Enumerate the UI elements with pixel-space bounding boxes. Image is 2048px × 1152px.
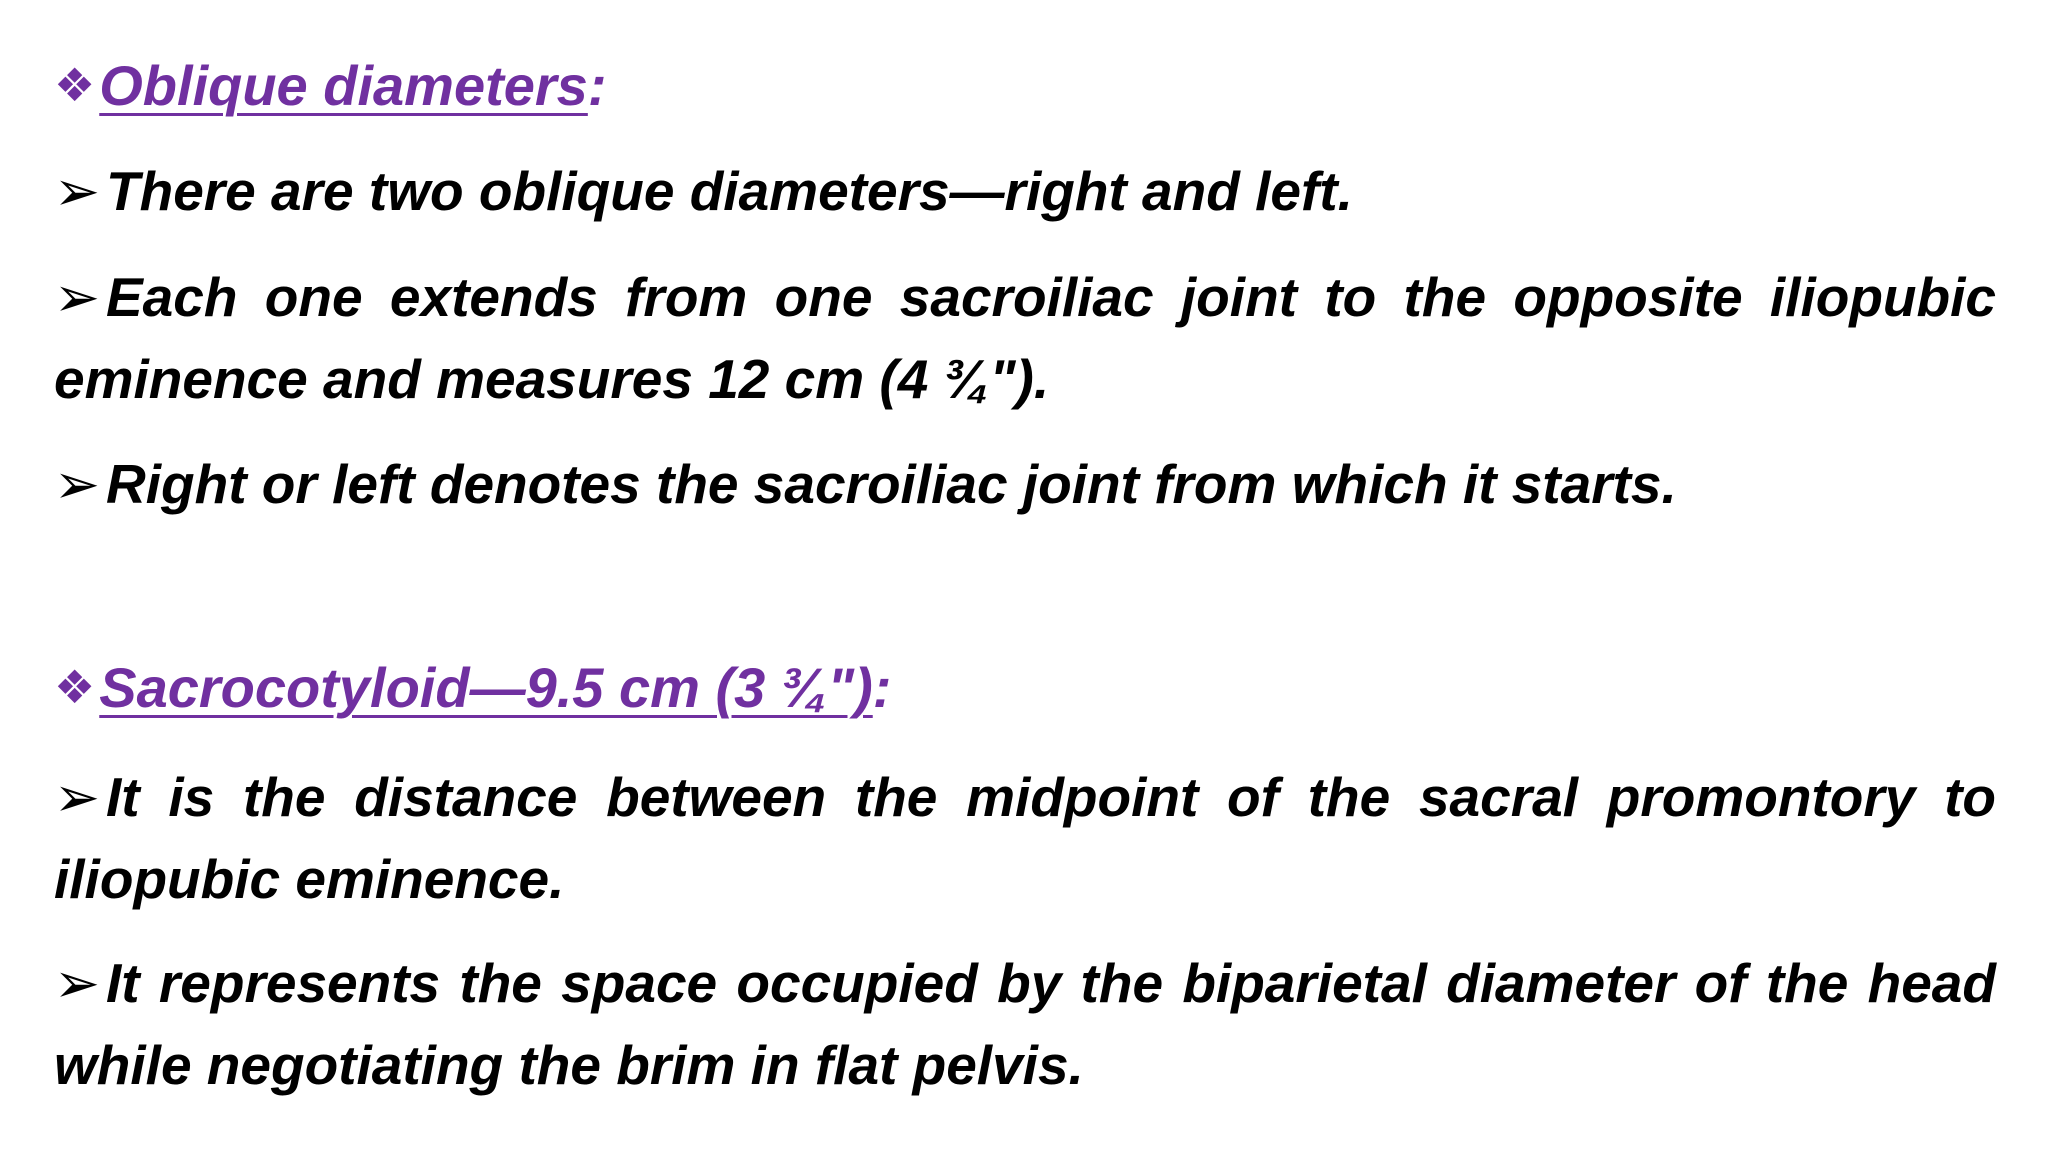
bullet-item: [54, 443, 1996, 525]
arrowhead-icon: ➢: [54, 952, 101, 1014]
arrowhead-icon: ➢: [54, 266, 101, 328]
bullet-item: [54, 256, 1996, 420]
bullet-text: There are two oblique diameters—right and left.: [106, 160, 1353, 222]
section-title: Sacrocotyloid—9.5 cm (3 ¾"): [99, 656, 873, 719]
bullet-item: [54, 150, 1996, 232]
section-heading-oblique-diameters: [54, 52, 606, 119]
arrowhead-icon: ➢: [54, 766, 101, 828]
arrowhead-icon: ➢: [54, 453, 101, 515]
section-title-colon: :: [872, 656, 892, 719]
arrowhead-icon: ➢: [54, 160, 101, 222]
bullet-text: It represents the space occupied by the biparietal diameter of the head while negotiating the brim in flat pelvis.: [54, 952, 1996, 1096]
bullet-text: Right or left denotes the sacroiliac joint from which it starts.: [106, 453, 1677, 515]
diamond-cluster-icon: ❖: [54, 59, 96, 111]
section-title-colon: :: [587, 54, 607, 117]
bullet-item: [54, 756, 1996, 920]
bullet-text: Each one extends from one sacroiliac joint to the opposite iliopubic eminence and measures 12 cm (4 ¾").: [54, 266, 1996, 410]
section-title: Oblique diameters: [99, 54, 588, 117]
bullet-text: It is the distance between the midpoint of the sacral promontory to iliopubic eminence.: [54, 766, 1996, 910]
section-heading-sacrocotyloid: [54, 654, 891, 721]
bullet-item: [54, 942, 1996, 1106]
diamond-cluster-icon: ❖: [54, 661, 96, 713]
